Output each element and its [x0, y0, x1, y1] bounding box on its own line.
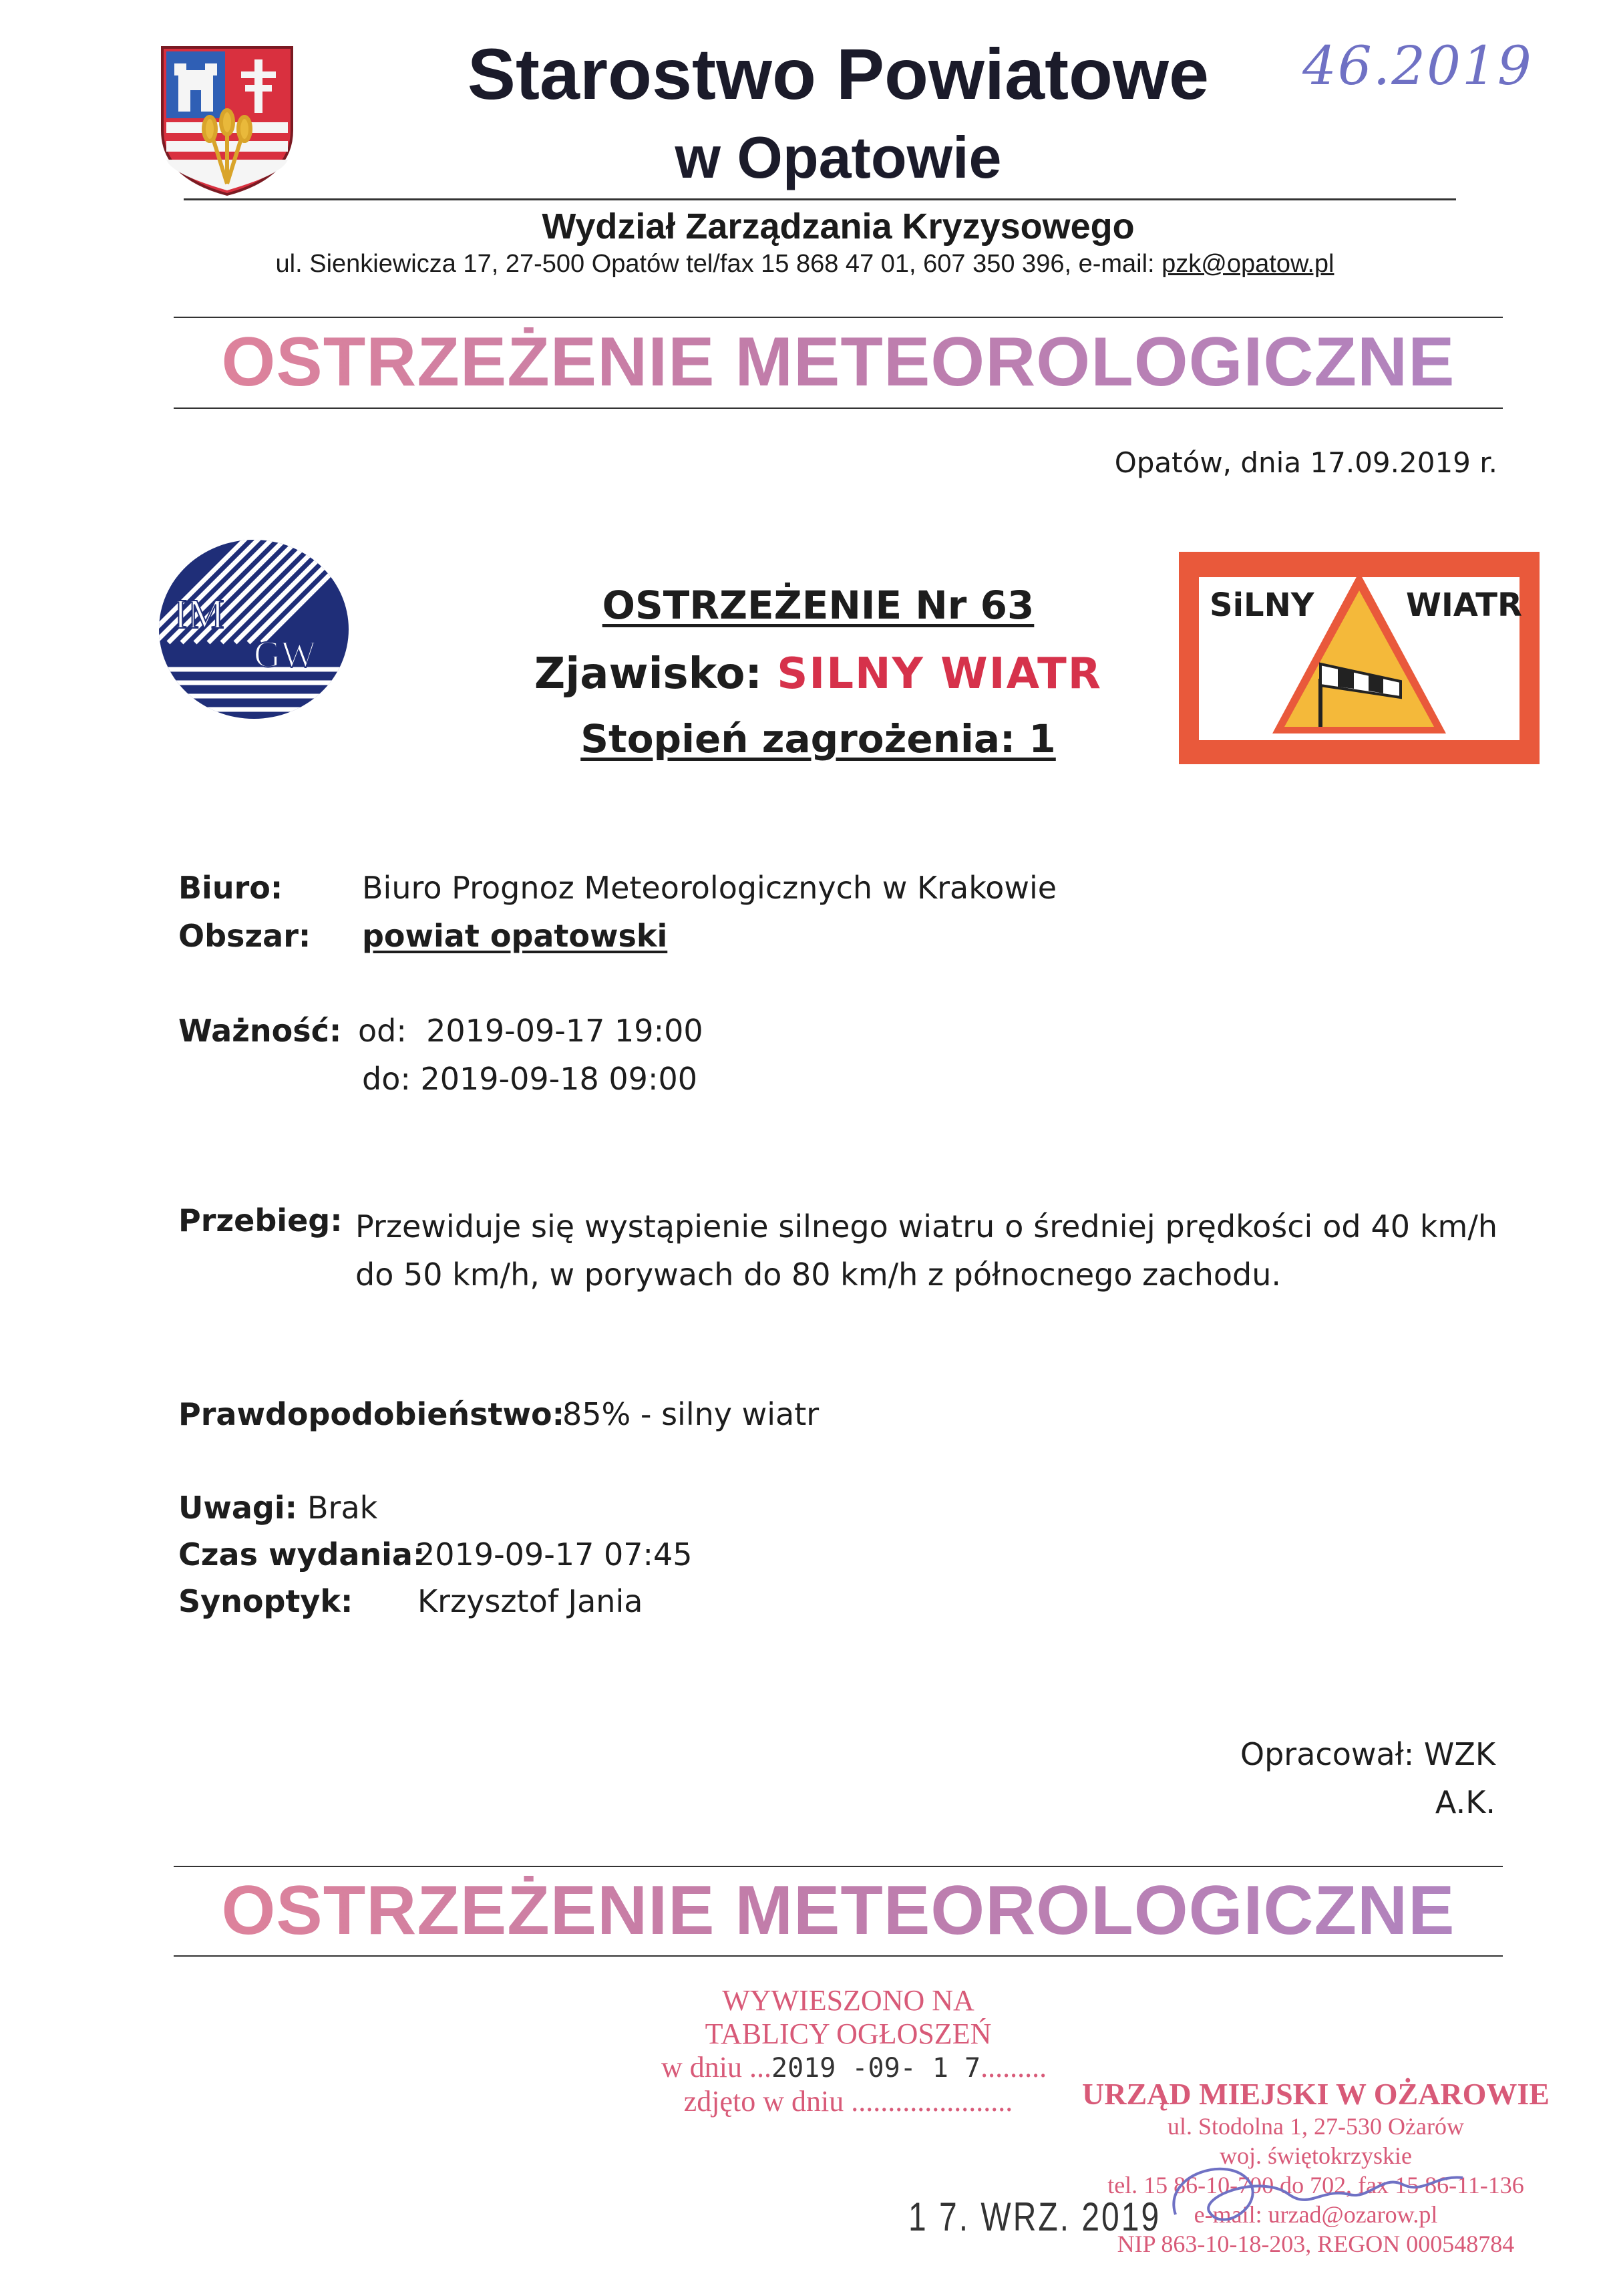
przebieg-label: Przebieg: [178, 1202, 343, 1239]
banner-bottom-rule [174, 407, 1503, 409]
obszar-label: Obszar: [178, 918, 311, 954]
posting-stamp-line2: TABLICY OGŁOSZEŃ [705, 2017, 992, 2050]
warning-banner-top: OSTRZEŻENIE METEOROLOGICZNE [174, 327, 1503, 397]
uwagi-label: Uwagi: [178, 1490, 297, 1526]
document-date: Opatów, dnia 17.09.2019 r. [1114, 446, 1497, 479]
seal-line4: tel. 15 86-10-700 do 702, fax 15 86-11-136 [1107, 2172, 1524, 2198]
waznosc-label: Ważność: [178, 1013, 342, 1049]
department-name: Wydział Zarządzania Kryzysowego [542, 206, 1135, 247]
prawdopodobienstwo-label: Prawdopodobieństwo: [178, 1396, 565, 1432]
seal-line5: e-mail: urzad@ozarow.pl [1194, 2201, 1438, 2228]
czas-wydania-label: Czas wydania: [178, 1536, 425, 1573]
posting-stamp-prefix: w dniu ... [661, 2051, 771, 2084]
address-text: ul. Sienkiewicza 17, 27-500 Opatów tel/fax 15 868 47 01, 607 350 396, e-mail: [275, 250, 1155, 278]
threat-level: Stopień zagrożenia: 1 [580, 716, 1056, 762]
uwagi-value: Brak [307, 1490, 378, 1526]
biuro-value: Biuro Prognoz Meteorologicznych w Krakowie [362, 870, 1057, 906]
obszar-value: powiat opatowski [362, 918, 668, 954]
sign-left-label: SiLNY [1210, 587, 1314, 624]
prepared-by-line2: A.K. [1435, 1784, 1495, 1820]
warning-banner-bottom: OSTRZEŻENIE METEOROLOGICZNE [174, 1876, 1503, 1945]
office-subtitle: w Opatowie [675, 124, 1002, 190]
synoptyk-value: Krzysztof Jania [417, 1583, 643, 1619]
imgw-logo-top-text: IM [174, 592, 224, 637]
banner2-top-rule [174, 1866, 1503, 1867]
imgw-logo-icon [155, 536, 353, 723]
waznosc-to: do: 2019-09-18 09:00 [362, 1061, 697, 1097]
synoptyk-label: Synoptyk: [178, 1583, 353, 1619]
prepared-by [1240, 1730, 1495, 1826]
seal-line1: URZĄD MIEJSKI W OŻAROWIE [1082, 2077, 1550, 2111]
seal-line2: ul. Stodolna 1, 27-530 Ożarów [1168, 2113, 1464, 2140]
phenomenon-label: Zjawisko: [534, 649, 763, 699]
biuro-label: Biuro: [178, 870, 283, 906]
seal-line3: woj. świętokrzyskie [1220, 2142, 1412, 2169]
sign-right-label: WIATR [1406, 587, 1522, 624]
banner2-bottom-rule [174, 1955, 1503, 1957]
phenomenon-line [468, 649, 1169, 699]
coat-of-arms-icon [157, 43, 297, 197]
czas-wydania-value: 2019-09-17 07:45 [415, 1536, 693, 1573]
przebieg-value: Przewiduje się wystąpienie silnego wiatru o średniej prędkości od 40 km/h do 50 km/h, w porywach do 80 km/h z północnego zachodu. [355, 1208, 1497, 1293]
posting-stamp-line3 [661, 2051, 1047, 2085]
warning-number: OSTRZEŻENIE Nr 63 [602, 583, 1035, 628]
posting-stamp [661, 1984, 1047, 2118]
imgw-logo-bottom-text: GW [254, 634, 317, 675]
posting-stamp-line1: WYWIESZONO NA [722, 1984, 974, 2017]
banner-top-rule [174, 317, 1503, 318]
contact-address [167, 250, 1443, 279]
posting-stamp-suffix: ......... [980, 2051, 1047, 2084]
waznosc-from: od: 2019-09-17 19:00 [358, 1013, 703, 1049]
header-divider [184, 198, 1456, 200]
strong-wind-sign-icon [1179, 552, 1540, 764]
posting-stamp-line4: zdjęto w dniu ...................... [683, 2085, 1013, 2118]
date-stamp: 1 7. WRZ. 2019 [908, 2195, 1161, 2240]
handwritten-number: 46.2019 [1302, 35, 1533, 97]
handwritten-signature-icon [1149, 2148, 1483, 2241]
email-link[interactable]: pzk@opatow.pl [1161, 250, 1334, 278]
posting-stamp-date: 2019 -09- 1 7 [771, 2053, 981, 2084]
seal-line6: NIP 863-10-18-203, REGON 000548784 [1117, 2231, 1515, 2257]
office-title: Starostwo Powiatowe [467, 33, 1210, 114]
phenomenon-value: SILNY WIATR [777, 649, 1103, 699]
prawdopodobienstwo-value: 85% - silny wiatr [562, 1396, 820, 1432]
prepared-by-line1: Opracował: WZK [1240, 1736, 1495, 1772]
